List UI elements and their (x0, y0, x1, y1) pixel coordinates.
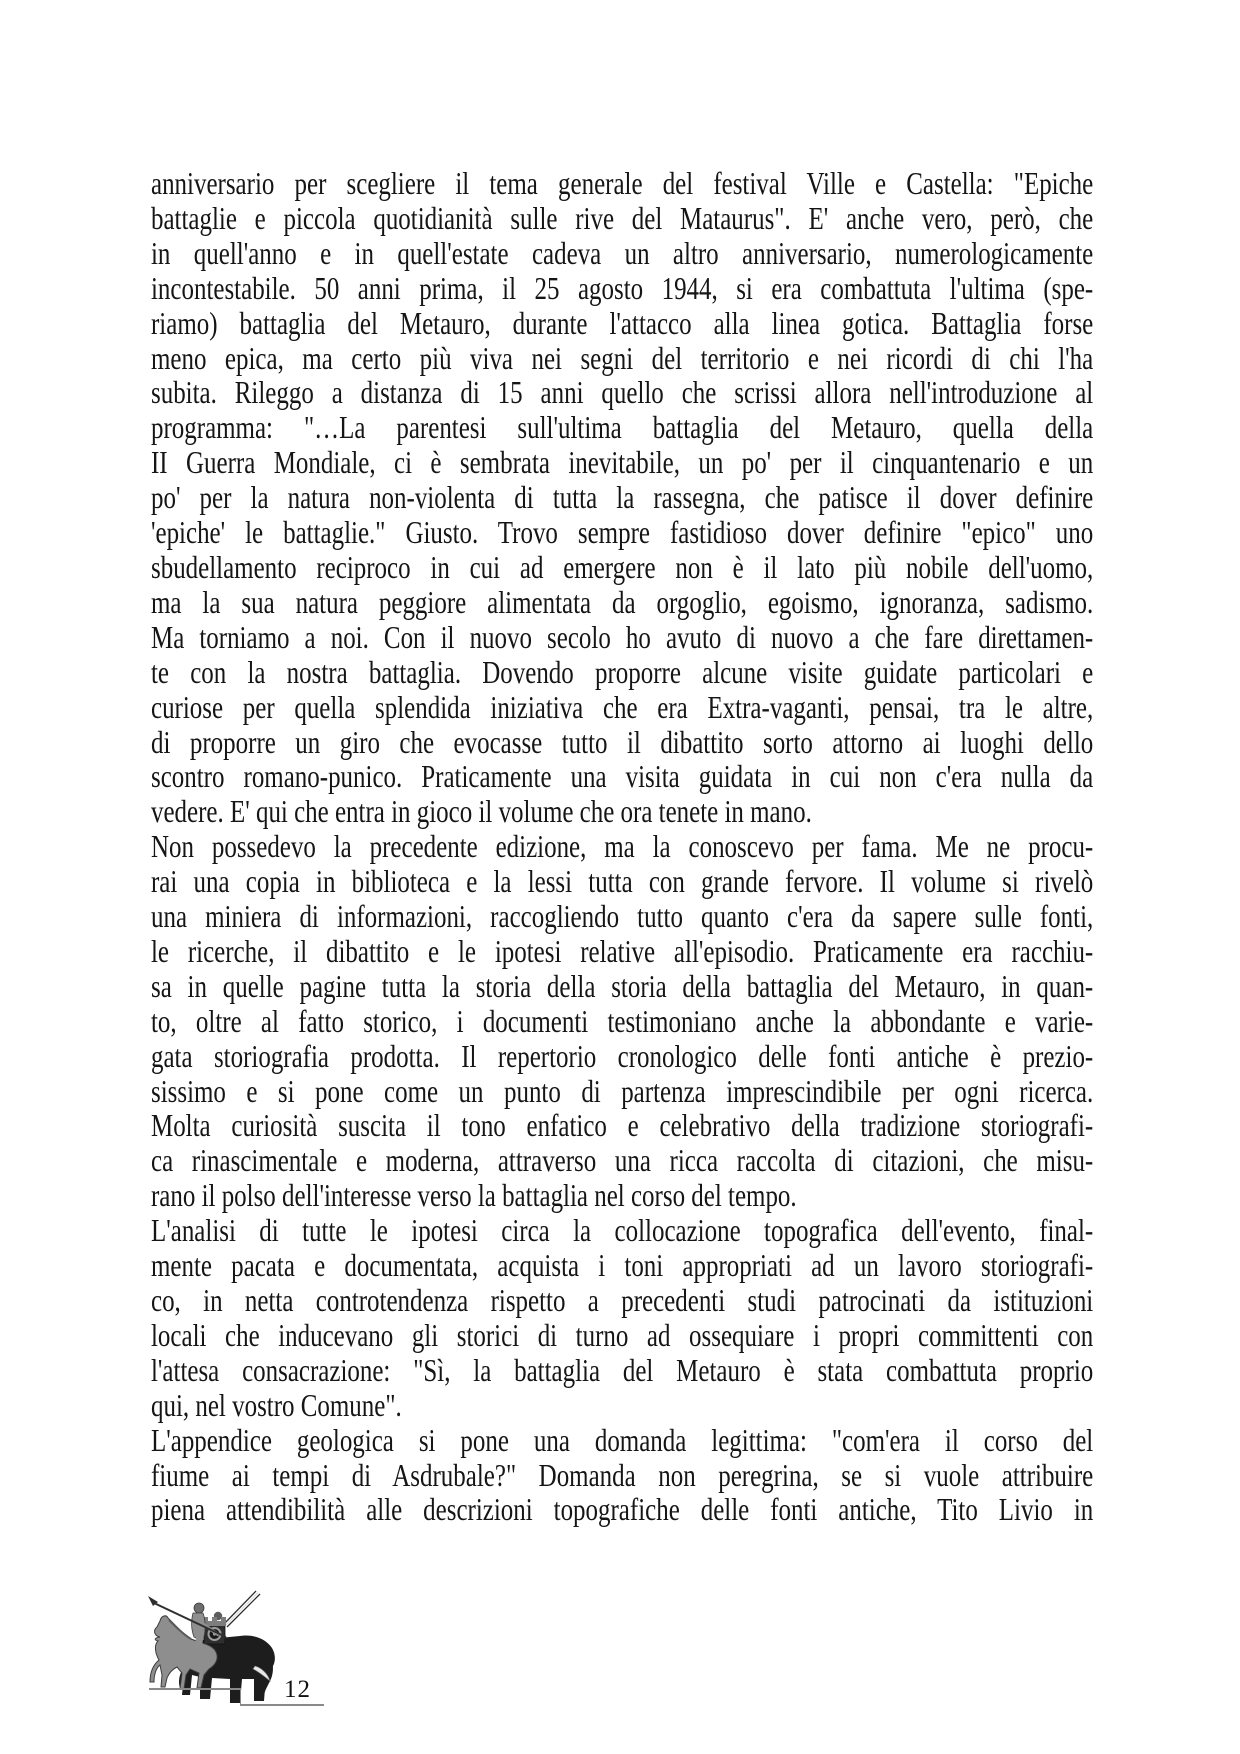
text-line: qui, nel vostro Comune". (151, 1386, 402, 1423)
text-line: anniversario per scegliere il tema generale del festival Ville e Castella: "Epiche (151, 165, 1094, 201)
text-line: sissimo e si pone come un punto di partenza imprescindibile per ogni ricerca. (151, 1072, 1094, 1109)
text-line: incontestabile. 50 anni prima, il 25 agosto 1944, si era combattuta l'ultima (spe- (151, 269, 1094, 306)
text-line: le ricerche, il dibattito e le ipotesi relative all'episodio. Praticamente era racchiu- (151, 932, 1094, 969)
text-line: gata storiografia prodotta. Il repertorio cronologico delle fonti antiche è prezio- (151, 1037, 1094, 1074)
text-line: piena attendibilità alle descrizioni topografiche delle fonti antiche, Tito Livio in (151, 1491, 1094, 1528)
text-line: curiose per quella splendida iniziativa che era Extra-vaganti, pensai, tra le altre, (151, 688, 1094, 725)
lances-icon (224, 1591, 260, 1627)
text-line: meno epica, ma certo più viva nei segni del territorio e nei ricordi di chi l'ha (151, 339, 1094, 376)
text-line: mente pacata e documentata, acquista i toni appropriati ad un lavoro storiografi- (151, 1247, 1094, 1284)
footer-rule-lower (240, 1704, 324, 1706)
body-text (151, 166, 1093, 1527)
text-line: to, oltre al fatto storico, i documenti testimoniano anche la abbondante e varie- (151, 1002, 1094, 1039)
text-line: riamo) battaglia del Metauro, durante l'attacco alla linea gotica. Battaglia forse (151, 304, 1094, 341)
footer-rule-upper (149, 1688, 240, 1690)
text-line: programma: "…La parentesi sull'ultima battaglia del Metauro, quella della (151, 409, 1094, 446)
text-line: rano il polso dell'interesse verso la battaglia nel corso del tempo. (151, 1177, 797, 1214)
text-line: fiume ai tempi di Asdrubale?" Domanda non peregrina, se si vuole attribuire (151, 1456, 1094, 1493)
text-line: sbudellamento reciproco in cui ad emergere non è il lato più nobile dell'uomo, (151, 548, 1094, 585)
text-line: l'attesa consacrazione: "Sì, la battaglia del Metauro è stata combattuta proprio (151, 1351, 1094, 1388)
text-line: vedere. E' qui che entra in gioco il volume che ora tenete in mano. (151, 793, 812, 830)
text-line: L'analisi di tutte le ipotesi circa la collocazione topografica dell'evento, final- (151, 1212, 1094, 1249)
text-line: scontro romano-punico. Praticamente una visita guidata in cui non c'era nulla da (151, 758, 1094, 795)
text-line: L'appendice geologica si pone una domanda legittima: "com'era il corso del (151, 1421, 1094, 1458)
text-line: in quell'anno e in quell'estate cadeva un altro anniversario, numerologicamente (151, 234, 1094, 271)
text-line: II Guerra Mondiale, ci è sembrata inevitabile, un po' per il cinquantenario e un (151, 444, 1094, 481)
text-line: subita. Rileggo a distanza di 15 anni quello che scrissi allora nell'introduzione al (151, 374, 1094, 411)
text-line: di proporre un giro che evocasse tutto il dibattito sorto attorno ai luoghi dello (151, 723, 1094, 760)
text-line: te con la nostra battaglia. Dovendo proporre alcune visite guidate particolari e (151, 653, 1094, 690)
footer-rule-step (240, 1688, 242, 1706)
text-line: ca rinascimentale e moderna, attraverso una ricca raccolta di citazioni, che misu- (151, 1142, 1094, 1179)
text-line: rai una copia in biblioteca e la lessi tutta con grande fervore. Il volume si rivelò (151, 863, 1094, 900)
text-line: ma la sua natura peggiore alimentata da orgoglio, egoismo, ignoranza, sadismo. (151, 583, 1094, 620)
text-line: sa in quelle pagine tutta la storia della storia della battaglia del Metauro, in quan- (151, 967, 1094, 1004)
page-number: 12 (284, 1676, 311, 1703)
text-line: una miniera di informazioni, raccogliendo tutto quanto c'era da sapere sulle fonti, (151, 898, 1094, 935)
text-line: Ma torniamo a noi. Con il nuovo secolo ho avuto di nuovo a che fare direttamen- (151, 618, 1094, 655)
text-line: co, in netta controtendenza rispetto a precedenti studi patrocinati da istituzioni (151, 1282, 1094, 1318)
text-line: Non possedevo la precedente edizione, ma la conoscevo per fama. Me ne procu- (151, 828, 1094, 865)
text-line: 'epiche' le battaglie." Giusto. Trovo sempre fastidioso dover definire "epico" uno (151, 514, 1094, 551)
text-line: Molta curiosità suscita il tono enfatico e celebrativo della tradizione storiografi- (151, 1107, 1094, 1144)
text-line: battaglie e piccola quotidianità sulle rive del Mataurus". E' anche vero, però, che (151, 199, 1094, 236)
text-line: po' per la natura non-violenta di tutta la rassegna, che patisce il dover definire (151, 479, 1094, 516)
text-line: locali che inducevano gli storici di turno ad ossequiare i propri committenti con (151, 1316, 1094, 1353)
